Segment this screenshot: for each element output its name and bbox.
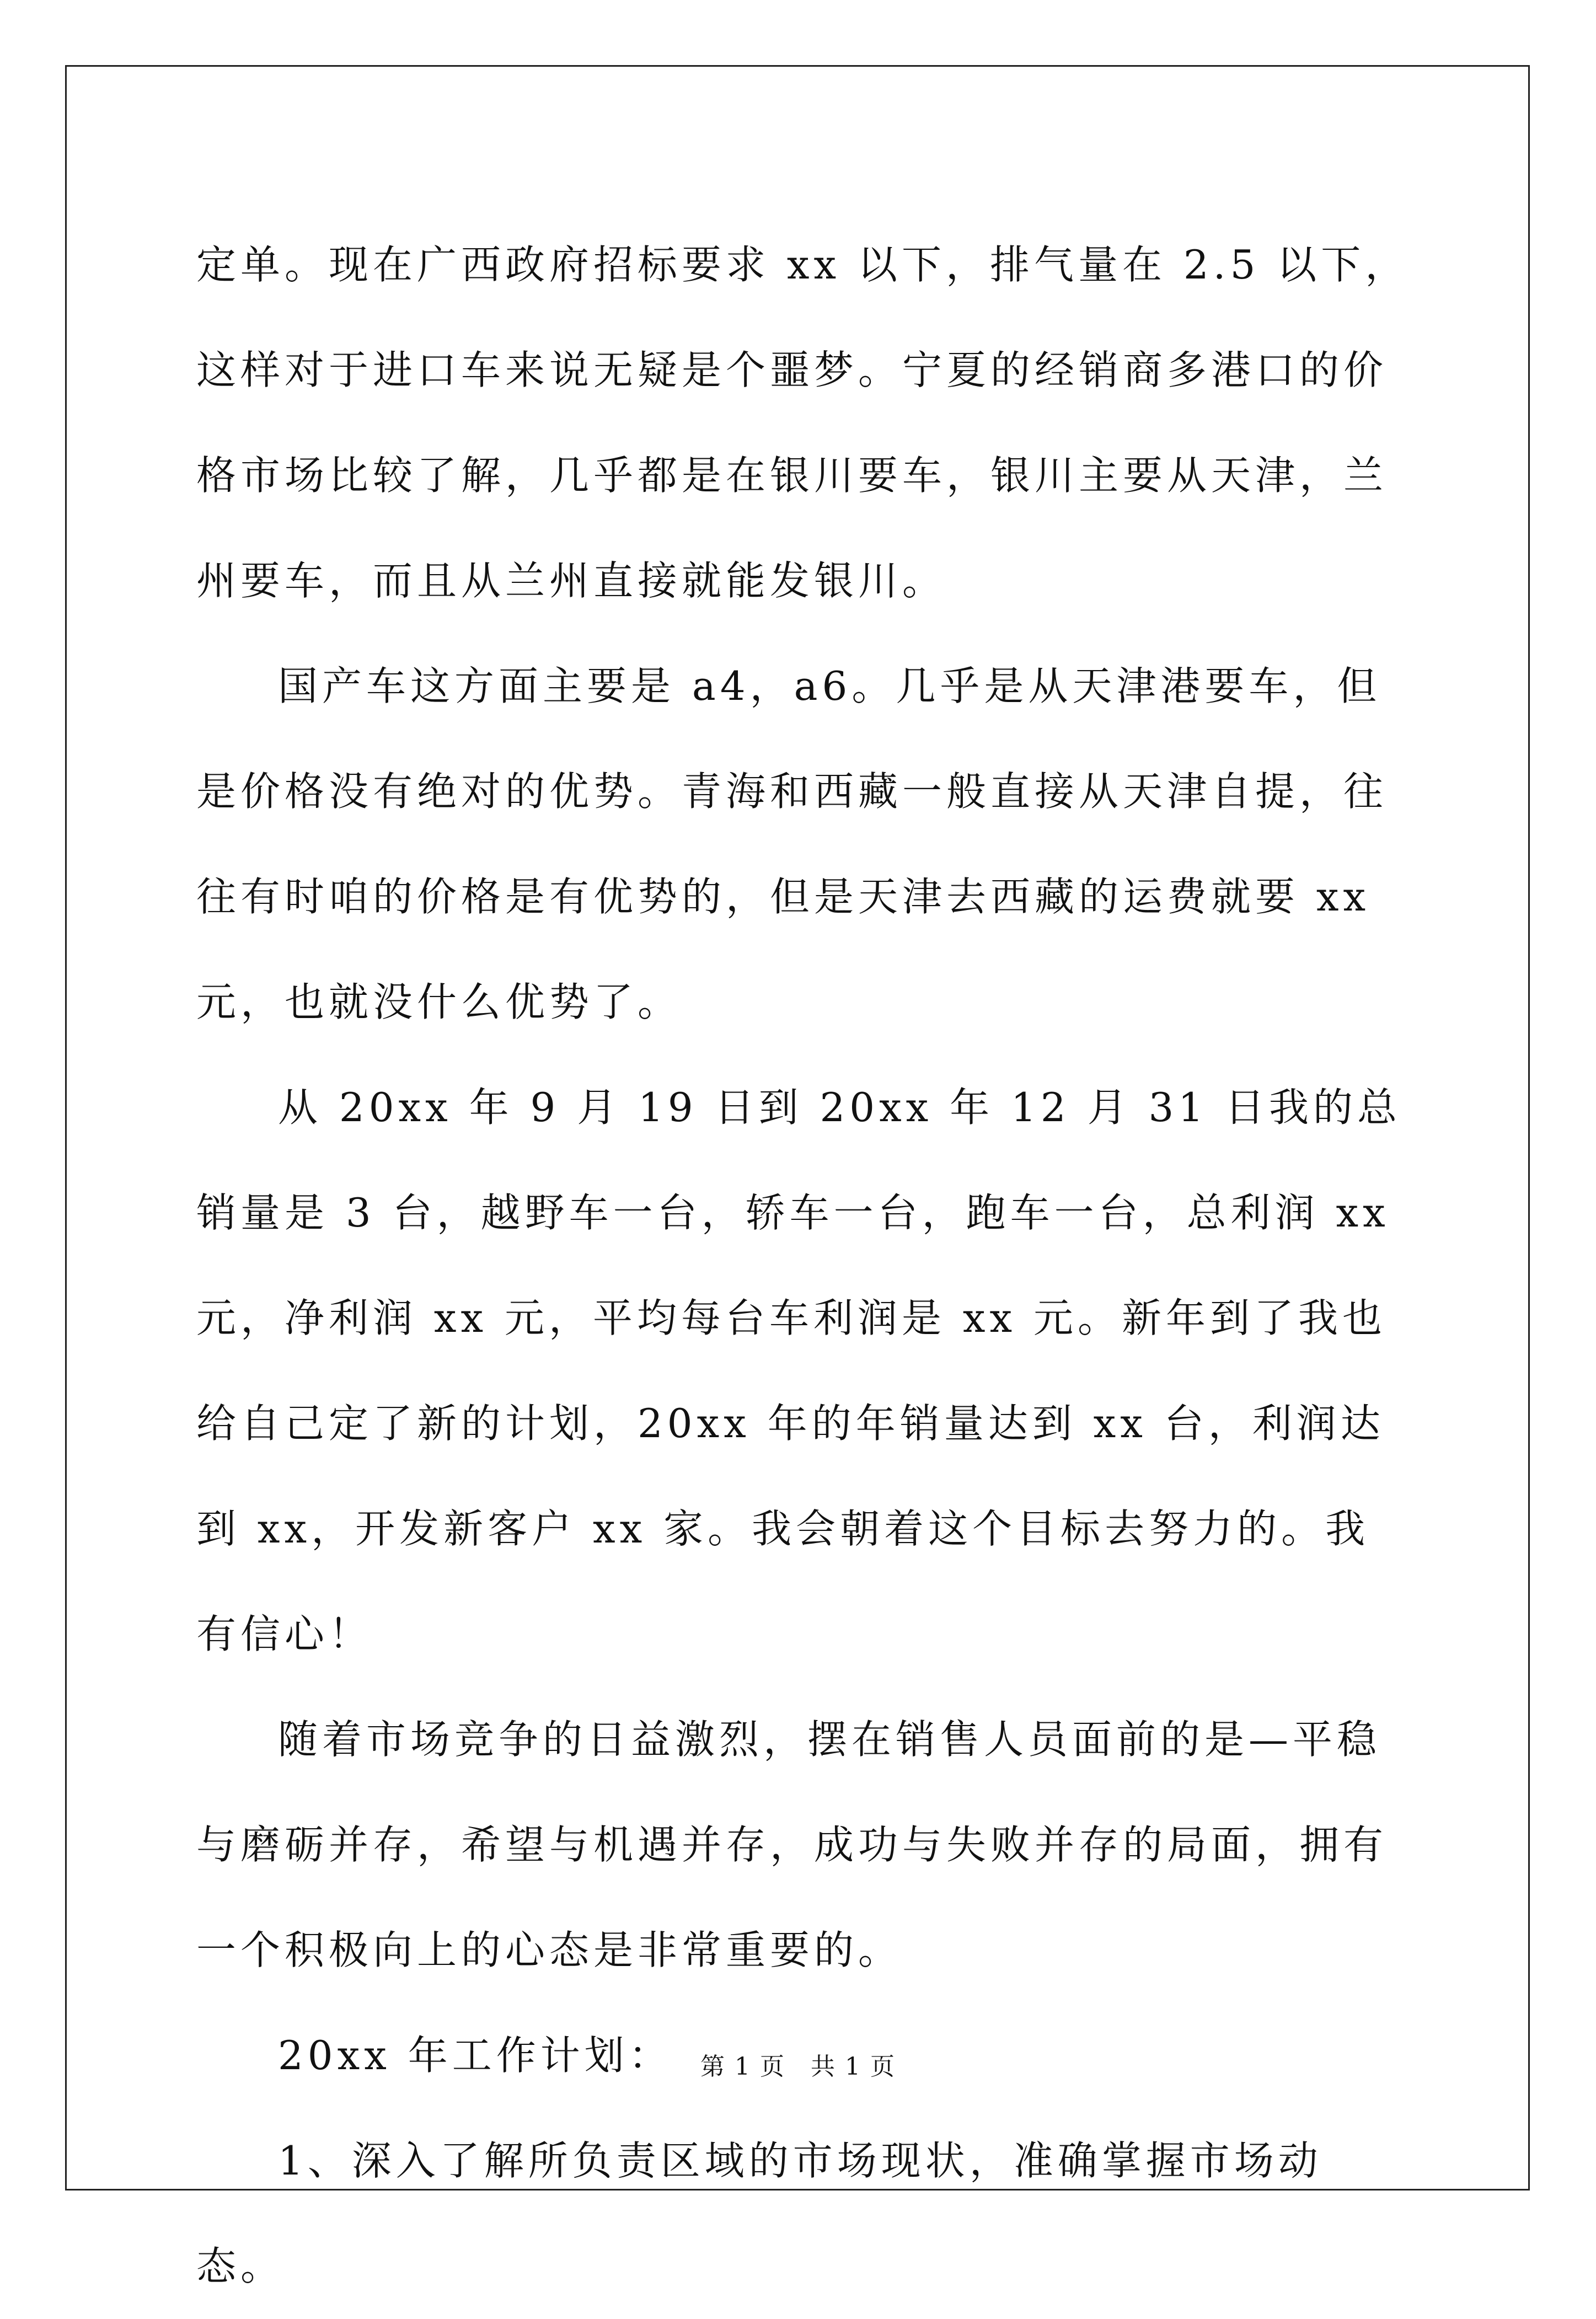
document-body [196, 212, 1410, 2319]
paragraph-4: 随着市场竞争的日益激烈，摆在销售人员面前的是—平稳与磨砺并存，希望与机遇并存，成功与失败并存的局面，拥有一个积极向上的心态是非常重要的。 [196, 1716, 1388, 1973]
paragraph-5-heading: 20xx 年工作计划： [278, 2032, 673, 2079]
paragraph-2: 国产车这方面主要是 a4，a6。几乎是从天津港要车，但是价格没有绝对的优势。青海和西藏一般直接从天津自提，往往有时咱的价格是有优势的，但是天津去西藏的运费就要 xx 元，也就没什么优势了。 [196, 663, 1388, 1025]
page-footer: 第 1 页 共 1 页 [700, 2053, 896, 2081]
paragraph-6-list-item: 1、深入了解所负责区域的市场现状，准确掌握市场动态。 [196, 2138, 1322, 2289]
paragraph-3: 从 20xx 年 9 月 19 日到 20xx 年 12 月 31 日我的总销量是 3 台，越野车一台，轿车一台，跑车一台，总利润 xx 元，净利润 xx 元，平均每台车利润是 xx 元。新年到了我也给自己定了新的计划，20xx 年的年销量达到 xx 台，利润达到 xx，开发新客户 xx 家。我会朝着这个目标去努力的。我有信心！ [196, 1084, 1401, 1657]
paragraph-1: 定单。现在广西政府招标要求 xx 以下，排气量在 2.5 以下，这样对于进口车来说无疑是个噩梦。宁夏的经销商多港口的价格市场比较了解，几乎都是在银川要车，银川主要从天津，兰州要车，而且从兰州直接就能发银川。 [196, 242, 1410, 604]
